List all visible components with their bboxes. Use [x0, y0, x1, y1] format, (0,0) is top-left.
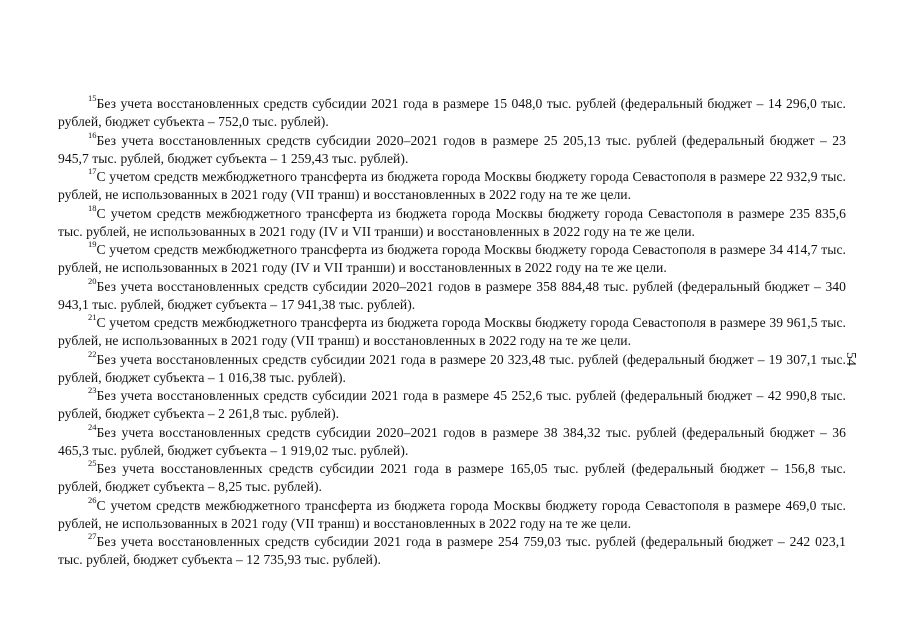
- footnote-24: [58, 421, 846, 460]
- footnote-number: 26: [88, 494, 97, 505]
- footnote-text: Без учета восстановленных средств субсидии 2021 года в размере 15 048,0 тыс. рублей (федеральный бюджет – 14 296,0 тыс. рублей, бюджет субъекта – 752,0 тыс. рублей).: [58, 96, 846, 129]
- footnote-number: 22: [88, 348, 97, 359]
- footnote-text: Без учета восстановленных средств субсидии 2021 года в размере 45 252,6 тыс. рублей (федеральный бюджет – 42 990,8 тыс. рублей, бюджет субъекта – 2 261,8 тыс. рублей).: [58, 388, 846, 421]
- footnote-25: [58, 460, 846, 496]
- footnote-20: [58, 275, 846, 314]
- footnote-number: 27: [88, 531, 97, 542]
- footnote-number: 23: [88, 385, 97, 396]
- footnote-text: Без учета восстановленных средств субсидии 2020–2021 годов в размере 358 884,48 тыс. рублей (федеральный бюджет – 340 943,1 тыс. рублей, бюджет субъекта – 17 941,38 тыс. рублей).: [58, 278, 846, 312]
- footnote-text: С учетом средств межбюджетного трансферта из бюджета города Москвы бюджету города Севастополя в размере 469,0 тыс. рублей, не использованных в 2021 году (VII транш) и восстановленных в 2022 году на те же цели.: [58, 497, 846, 531]
- footnote-18: [58, 202, 846, 241]
- footnote-text: С учетом средств межбюджетного трансферта из бюджета города Москвы бюджету города Севастополя в размере 39 961,5 тыс. рублей, не использованных в 2021 году (VII транш) и восстановленных в 2022 году на те же цели.: [58, 315, 846, 348]
- footnote-27: [58, 533, 846, 569]
- footnote-19: [58, 241, 846, 277]
- footnote-text: С учетом средств межбюджетного трансферта из бюджета города Москвы бюджету города Севастополя в размере 22 932,9 тыс. рублей, не использованных в 2021 году (VII транш) и восстановленных в 2022 году на те же цели.: [58, 169, 846, 202]
- footnote-text: Без учета восстановленных средств субсидии 2020–2021 годов в размере 38 384,32 тыс. рублей (федеральный бюджет – 36 465,3 тыс. рублей, бюджет субъекта – 1 919,02 тыс. рублей).: [58, 424, 846, 458]
- footnote-number: 20: [88, 275, 97, 286]
- footnote-number: 18: [88, 202, 97, 213]
- footnote-text: С учетом средств межбюджетного трансферта из бюджета города Москвы бюджету города Севастополя в размере 34 414,7 тыс. рублей, не использованных в 2021 году (IV и VII транши) и восстановленных в 2022 году на те же цели.: [58, 242, 846, 275]
- footnote-21: [58, 314, 846, 350]
- footnote-number: 17: [88, 166, 97, 177]
- footnote-text: Без учета восстановленных средств субсидии 2021 года в размере 20 323,48 тыс. рублей (федеральный бюджет – 19 307,1 тыс. рублей, бюджет субъекта – 1 016,38 тыс. рублей).: [58, 351, 846, 385]
- footnote-number: 24: [88, 421, 97, 432]
- footnote-26: [58, 494, 846, 533]
- footnote-15: [58, 95, 846, 131]
- footnote-number: 15: [88, 93, 97, 104]
- footnote-text: С учетом средств межбюджетного трансферта из бюджета города Москвы бюджету города Севастополя в размере 235 835,6 тыс. рублей, не использованных в 2021 году (IV и VII транши) и восстановленных в 2022 году на те же цели.: [58, 205, 846, 239]
- footnotes-list: [58, 95, 846, 570]
- footnote-17: [58, 168, 846, 204]
- footnote-16: [58, 129, 846, 168]
- footnote-text: Без учета восстановленных средств субсидии 2021 года в размере 165,05 тыс. рублей (федеральный бюджет – 156,8 тыс. рублей, бюджет субъекта – 8,25 тыс. рублей).: [58, 461, 846, 494]
- footnote-22: [58, 348, 846, 387]
- page-number: 54: [843, 352, 858, 366]
- footnote-number: 19: [88, 239, 97, 250]
- footnote-number: 21: [88, 312, 97, 323]
- footnote-text: Без учета восстановленных средств субсидии 2021 года в размере 254 759,03 тыс. рублей (федеральный бюджет – 242 023,1 тыс. рублей, бюджет субъекта – 12 735,93 тыс. рублей).: [58, 534, 846, 567]
- footnote-23: [58, 387, 846, 423]
- footnote-text: Без учета восстановленных средств субсидии 2020–2021 годов в размере 25 205,13 тыс. рублей (федеральный бюджет – 23 945,7 тыс. рублей, бюджет субъекта – 1 259,43 тыс. рублей).: [58, 132, 846, 166]
- footnote-number: 25: [88, 458, 97, 469]
- footnote-number: 16: [88, 129, 97, 140]
